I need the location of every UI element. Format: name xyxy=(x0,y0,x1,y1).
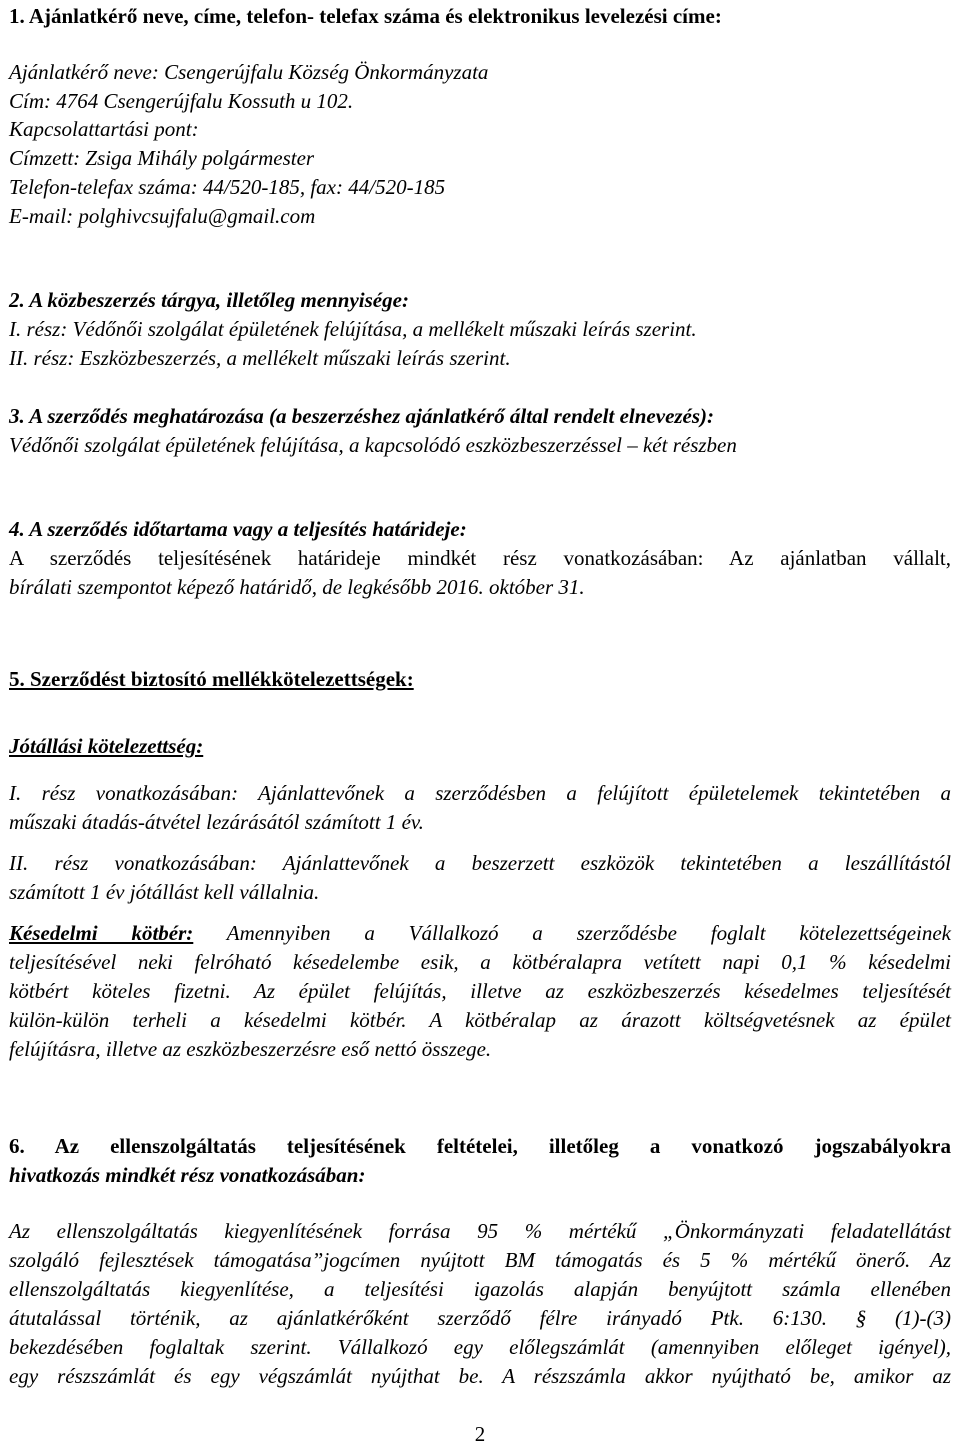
section-2-part-1: I. rész: Védőnői szolgálat épületének felújítása, a mellékelt műszaki leírás szerint. xyxy=(9,317,697,341)
contact-name-line: Ajánlatkérő neve: Csengerújfalu Község Önkormányzata xyxy=(9,60,489,84)
penalty-line-4: külön-külön terheli a késedelmi kötbér. A kötbéralap az árazott költségvetésnek az épület xyxy=(9,1008,951,1032)
warranty-subheading: Jótállási kötelezettség: xyxy=(9,734,204,758)
contact-address-line: Cím: 4764 Csengerújfalu Kossuth u 102. xyxy=(9,89,354,113)
warranty-part-1-line-1: I. rész vonatkozásában: Ajánlattevőnek a szerződésben a felújított épületelemek tekintetében a xyxy=(9,781,951,805)
section-6-line-3: ellenszolgáltatás kiegyenlítése, a teljesítési igazolás alapján benyújtott számla ellenében xyxy=(9,1277,951,1301)
section-3-heading: 3. A szerződés meghatározása (a beszerzéshez ajánlatkérő által rendelt elnevezés): xyxy=(9,404,715,428)
section-5-heading: 5. Szerződést biztosító mellékkötelezettségek: xyxy=(9,667,414,691)
section-6-line-6: egy részszámlát és egy végszámlát nyújthat be. A részszámla akkor nyújtható be, amikor az xyxy=(9,1364,951,1388)
section-6-line-2: szolgáló fejlesztések támogatása”jogcímen nyújtott BM támogatás és 5 % mértékű önerő. Az xyxy=(9,1248,951,1272)
section-1-heading: 1. Ajánlatkérő neve, címe, telefon- telefax száma és elektronikus levelezési címe: xyxy=(9,4,722,28)
section-6-line-4: átutalással történik, az ajánlatkérőként szerződő félre irányadó Ptk. 6:130. § (1)-(3) xyxy=(9,1306,951,1330)
contact-email-line: E-mail: polghivcsujfalu@gmail.com xyxy=(9,204,316,228)
section-2-heading: 2. A közbeszerzés tárgya, illetőleg mennyisége: xyxy=(9,288,409,312)
contact-point-line: Kapcsolattartási pont: xyxy=(9,117,199,141)
penalty-label: Késedelmi kötbér: xyxy=(9,921,194,945)
penalty-line-3: kötbért köteles fizetni. Az épület felújítás, illetve az eszközbeszerzés késedelmes teljesítését xyxy=(9,979,951,1003)
section-4-text-line-1: A szerződés teljesítésének határideje mindkét rész vonatkozásában: Az ajánlatban vállalt, xyxy=(9,546,951,570)
penalty-first-text: Amennyiben a Vállalkozó a szerződésbe foglalt kötelezettségeinek xyxy=(193,921,952,945)
contact-phone-line: Telefon-telefax száma: 44/520-185, fax: 44/520-185 xyxy=(9,175,446,199)
page-number: 2 xyxy=(474,1422,486,1446)
penalty-line-1 xyxy=(9,920,951,946)
section-3-text: Védőnői szolgálat épületének felújítása, a kapcsolódó eszközbeszerzéssel – két részben xyxy=(9,433,737,457)
section-6-line-5: bekezdésében foglaltak szerint. Vállalkozó egy előlegszámlát (amennyiben előleget igényel), xyxy=(9,1335,951,1359)
warranty-part-1-line-2: műszaki átadás-átvétel lezárásától számított 1 év. xyxy=(9,810,424,834)
contact-recipient-line: Címzett: Zsiga Mihály polgármester xyxy=(9,146,315,170)
section-6-heading-line-2: hivatkozás mindkét rész vonatkozásában: xyxy=(9,1163,366,1187)
section-4-text-line-2: bírálati szempontot képező határidő, de legkésőbb 2016. október 31. xyxy=(9,575,585,599)
section-6-heading-line-1: 6. Az ellenszolgáltatás teljesítésének feltételei, illetőleg a vonatkozó jogszabályokra xyxy=(9,1134,951,1158)
penalty-line-2: teljesítésével neki felróható késedelembe esik, a kötbéralapra vetített napi 0,1 % késedelmi xyxy=(9,950,951,974)
section-2-part-2: II. rész: Eszközbeszerzés, a mellékelt műszaki leírás szerint. xyxy=(9,346,511,370)
section-6-line-1: Az ellenszolgáltatás kiegyenlítésének forrása 95 % mértékű „Önkormányzati feladatellátást xyxy=(9,1219,951,1243)
warranty-part-2-line-2: számított 1 év jótállást kell vállalnia. xyxy=(9,880,320,904)
section-4-heading: 4. A szerződés időtartama vagy a teljesítés határideje: xyxy=(9,517,467,541)
warranty-part-2-line-1: II. rész vonatkozásában: Ajánlattevőnek a beszerzett eszközök tekintetében a leszállítástól xyxy=(9,851,951,875)
penalty-line-5: felújításra, illetve az eszközbeszerzésre eső nettó összege. xyxy=(9,1037,492,1061)
